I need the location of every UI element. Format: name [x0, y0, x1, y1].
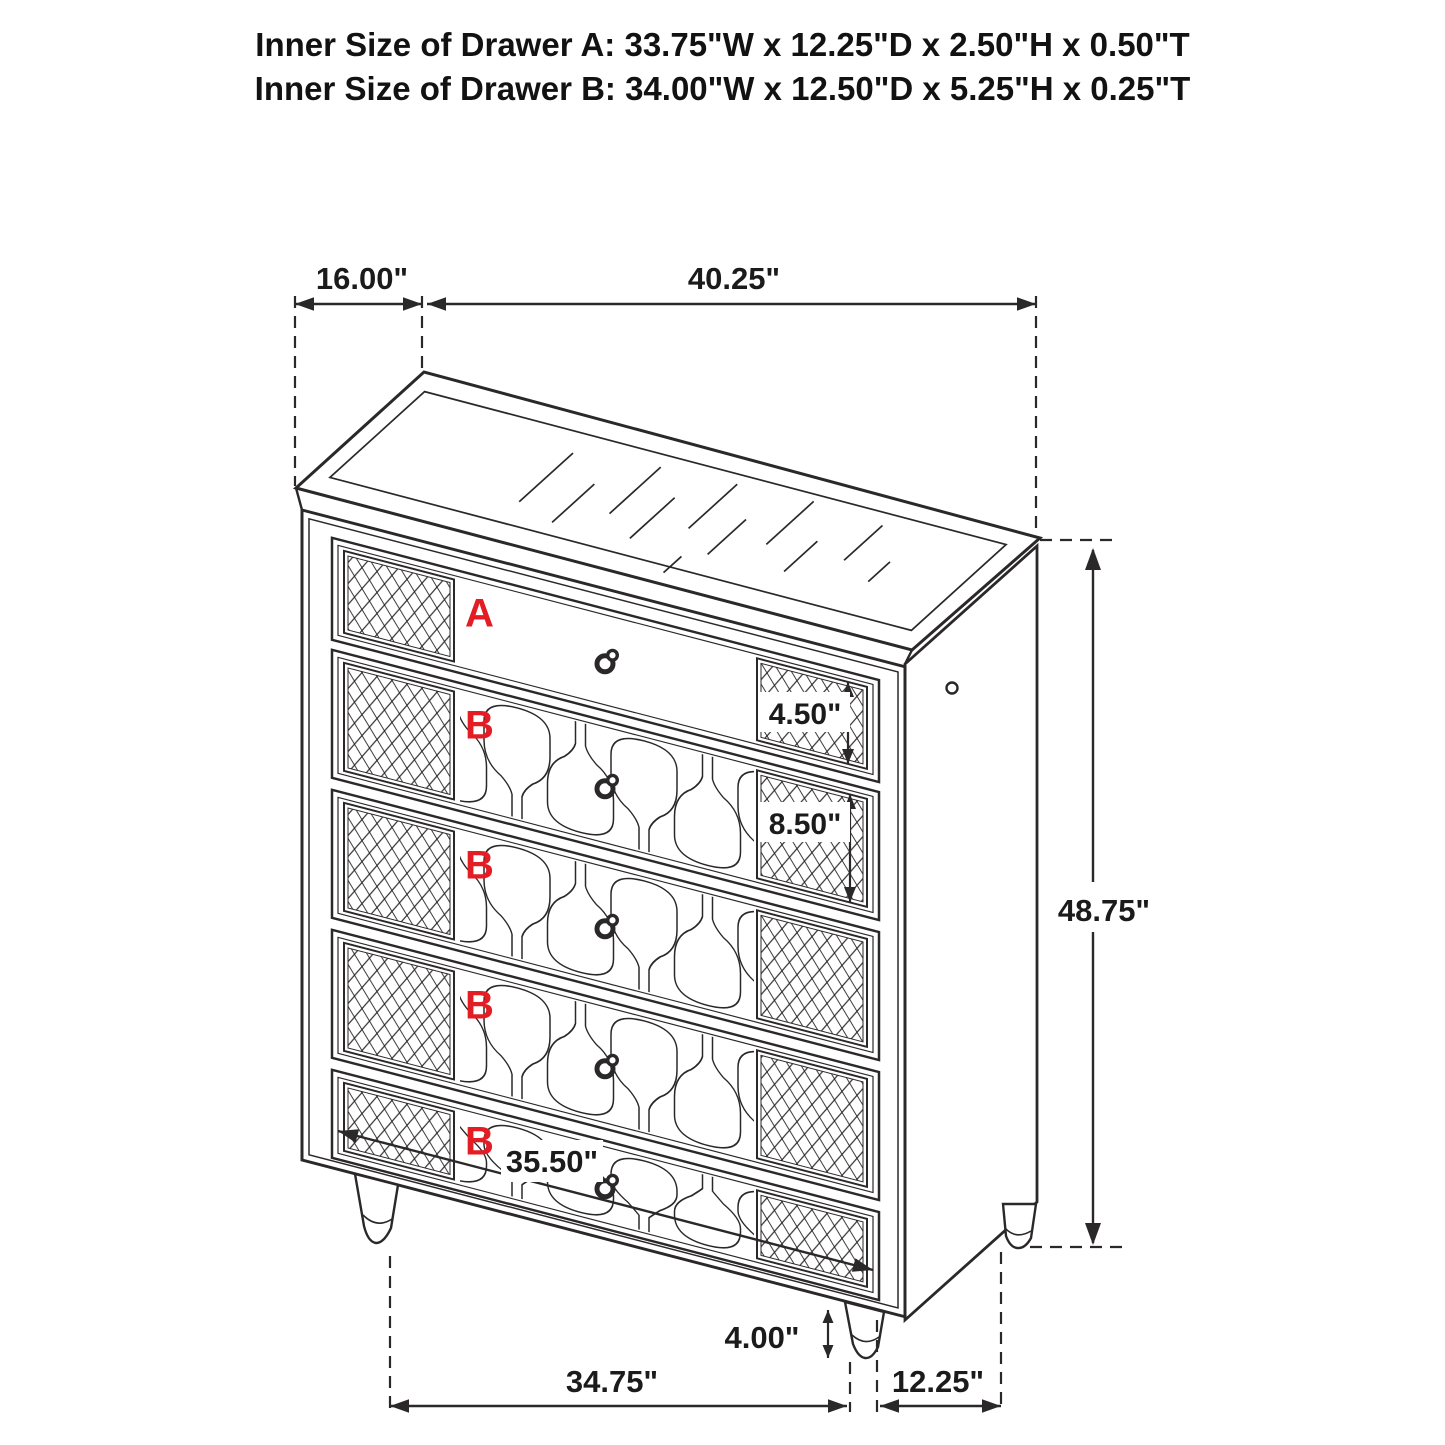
dim-drawer-b-height: 8.50"	[768, 808, 842, 841]
dim-leg-height: 4.00"	[724, 1320, 800, 1355]
title-line-drawer-a: Inner Size of Drawer A: 33.75"W x 12.25"D x 2.50"H x 0.50"T	[255, 26, 1190, 63]
dim-inner-width: 35.50"	[505, 1144, 599, 1179]
dim-top-depth: 16.00"	[315, 261, 409, 296]
dim-top-width: 40.25"	[687, 261, 781, 296]
dim-drawer-a-height: 4.50"	[768, 698, 842, 731]
drawer-letter-3: B	[465, 843, 494, 888]
drawer-letter-4: B	[465, 983, 494, 1028]
dim-base-depth: 12.25"	[891, 1364, 985, 1399]
side-peg-hole	[947, 683, 958, 694]
dim-overall-height: 48.75"	[1057, 893, 1151, 928]
title-line-drawer-b: Inner Size of Drawer B: 34.00"W x 12.50"D x 5.25"H x 0.25"T	[254, 70, 1191, 107]
drawer-letter-2: B	[465, 703, 494, 748]
dim-base-width: 34.75"	[565, 1364, 659, 1399]
drawer-letter-5: B	[465, 1119, 494, 1164]
drawer-letter-1: A	[465, 591, 494, 636]
